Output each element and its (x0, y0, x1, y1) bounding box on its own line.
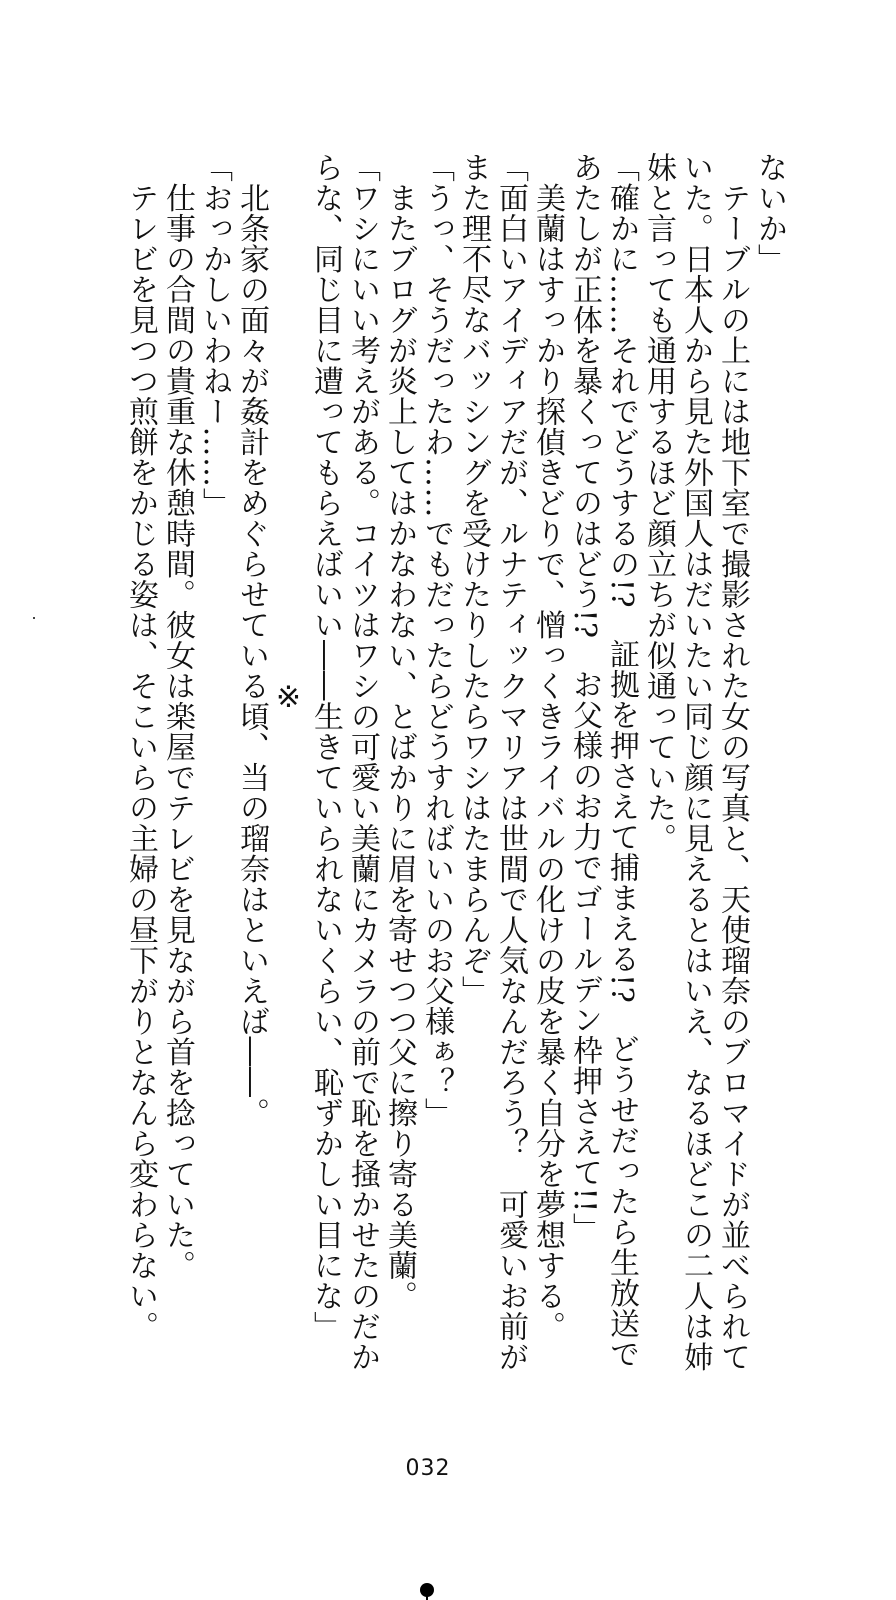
vertical-text-body (48, 152, 788, 1392)
text-line: 美蘭はすっかり探偵きどりで、憎っくきライバルの化けの皮を暴く自分を夢想する。 (530, 152, 565, 1342)
text-line: いた。日本人から見た外国人はだいたい同じ顔に見えるとはいえ、なるほどこの二人は姉 (678, 152, 713, 1372)
text-line: 北条家の面々が姦計をめぐらせている頃、当の瑠奈はといえば――。 (234, 152, 269, 1128)
text-line: 「確かに……それでどうするの!? 証拠を押さえて捕まえる!? どうせだったら生放送で (604, 152, 639, 1370)
text-line: らな、同じ目に遭ってもらえばいい――生きていられないくらい、恥ずかしい目にな」 (308, 152, 343, 1342)
text-line: あたしが正体を暴くってのはどう!? お父様のお力でゴールデン枠押さえて!!」 (567, 152, 602, 1244)
text-line: 「面白いアイディアだが、ルナティックマリアは世間で人気なんだろう？ 可愛いお前が (493, 152, 528, 1372)
text-line: 「ワシにいい考えがある。コイツはワシの可愛い美蘭にカメラの前で恥を掻かせたのだか (345, 152, 380, 1372)
text-line: テレビを見つつ煎餅をかじる姿は、そこいらの主婦の昼下がりとなんら変わらない。 (123, 152, 158, 1342)
text-line: ないか」 (752, 152, 787, 274)
page-number: 032 (405, 1456, 451, 1481)
text-line: また理不尽なバッシングを受けたりしたらワシはたまらんぞ」 (456, 152, 491, 1006)
text-line: 「うっ、そうだったわ……でもだったらどうすればいいのお父様ぁ？」 (419, 152, 454, 1128)
text-line: 妹と言っても通用するほど顔立ちが似通っていた。 (641, 152, 676, 854)
section-break-mark: ※ (271, 680, 306, 716)
page-marker-stem (426, 1594, 428, 1600)
text-line: 「おっかしいわねー……」 (197, 152, 232, 518)
text-line: 仕事の合間の貴重な休憩時間。彼女は楽屋でテレビを見ながら首を捻っていた。 (160, 152, 195, 1281)
stray-ink-mark (33, 617, 35, 619)
text-line: テーブルの上には地下室で撮影された女の写真と、天使瑠奈のブロマイドが並べられて (715, 152, 750, 1372)
text-line: またブログが炎上してはかなわない、とばかりに眉を寄せつつ父に擦り寄る美蘭。 (382, 152, 417, 1311)
